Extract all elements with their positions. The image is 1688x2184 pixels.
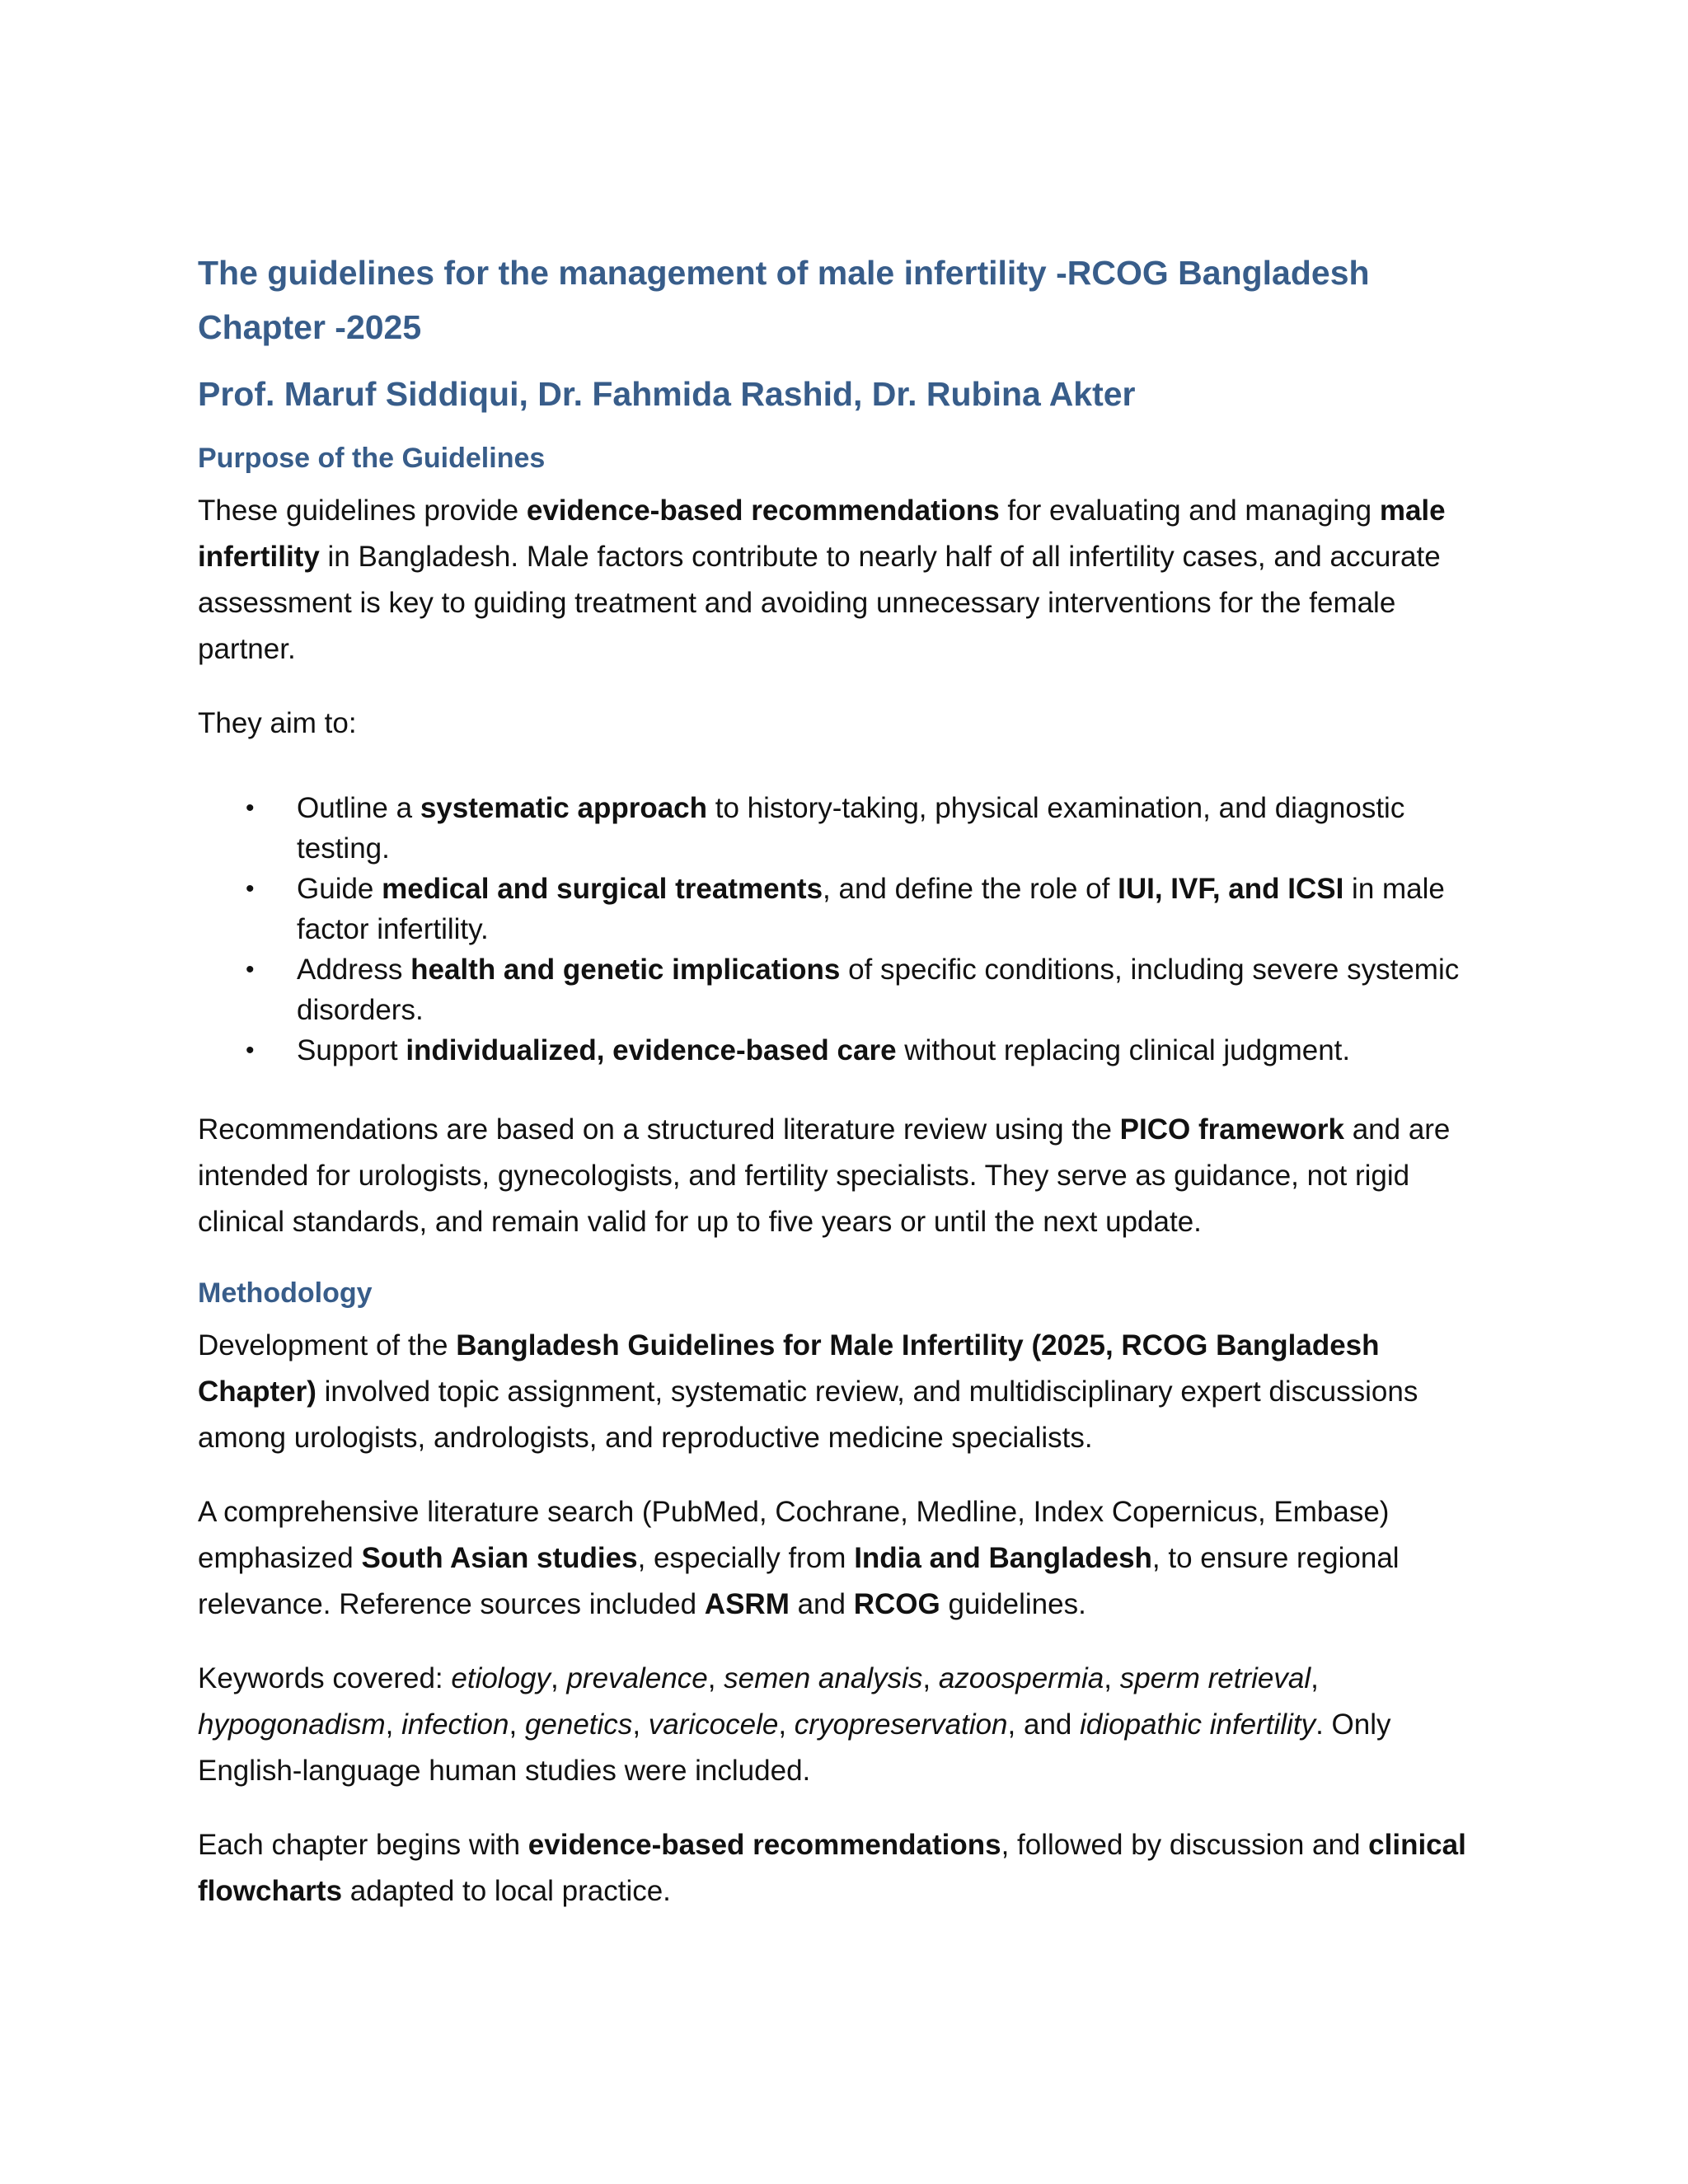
bold-run: evidence-based recommendations — [526, 494, 1000, 527]
bold-run: India and Bangladesh — [854, 1542, 1152, 1574]
separator: , and — [1007, 1708, 1081, 1741]
text-run: , especially from — [637, 1542, 855, 1574]
text-run: Development of the — [198, 1329, 457, 1361]
bold-run: ASRM — [704, 1588, 790, 1620]
bold-run: IUI, IVF, and ICSI — [1118, 873, 1344, 905]
bold-run: clinical flowcharts — [198, 1829, 1466, 1907]
document-title: The guidelines for the management of male infertility -RCOG Bangladesh Chapter -2025 — [198, 254, 1370, 346]
aims-list — [198, 788, 1492, 1071]
text-run: adapted to local practice. — [342, 1875, 671, 1907]
keyword: cryopreservation — [794, 1708, 1008, 1741]
text-run: , and define the role of — [823, 873, 1118, 905]
bold-run: health and genetic implications — [410, 954, 841, 986]
methodology-heading: Methodology — [198, 1277, 373, 1309]
text-run: . Only English-language human studies were included. — [198, 1708, 1391, 1787]
text-run: Support — [297, 1034, 406, 1066]
text-run: guidelines. — [940, 1588, 1086, 1620]
separator: , — [632, 1708, 649, 1741]
keyword: sperm retrieval — [1119, 1662, 1311, 1694]
text-run: to history-taking, physical examination, and diagnostic testing. — [297, 792, 1405, 865]
text-run: These guidelines provide — [198, 494, 527, 527]
bold-run: individualized, evidence-based care — [406, 1034, 897, 1066]
document-authors: Prof. Maruf Siddiqui, Dr. Fahmida Rashid, Dr. Rubina Akter — [198, 375, 1136, 413]
text-run: A comprehensive literature search (PubMed, Cochrane, Medline, Index Copernicus, Embase) emphasized — [198, 1496, 1390, 1574]
bold-run: Bangladesh Guidelines for Male Infertility (2025, RCOG Bangladesh Chapter) — [198, 1329, 1380, 1408]
text-run: Recommendations are based on a structured literature review using the — [198, 1113, 1120, 1146]
text-run: without replacing clinical judgment. — [896, 1034, 1351, 1066]
keyword: etiology — [451, 1662, 551, 1694]
bullet-icon: • — [246, 875, 255, 902]
keyword: semen analysis — [724, 1662, 923, 1694]
text-run: in male factor infertility. — [297, 873, 1445, 945]
separator: , — [707, 1662, 724, 1694]
keyword: azoospermia — [938, 1662, 1104, 1694]
text-run: and are intended for urologists, gynecologists, and fertility specialists. They serve as guidance, not rigid clinical standards, and remain valid for up to five years or until the next update. — [198, 1113, 1451, 1238]
bold-run: systematic approach — [420, 792, 708, 824]
bold-run: evidence-based recommendations — [528, 1829, 1001, 1861]
bold-run: medical and surgical treatments — [382, 873, 823, 905]
text-run: in Bangladesh. Male factors contribute to nearly half of all infertility cases, and accurate assessment is key to guiding treatment and avoiding unnecessary interventions for the female partner. — [198, 541, 1441, 665]
keyword: varicocele — [648, 1708, 779, 1741]
separator: , — [551, 1662, 567, 1694]
text-run: Outline a — [297, 792, 420, 824]
text-run: of specific conditions, including severe systemic disorders. — [297, 954, 1460, 1026]
bullet-icon: • — [246, 794, 255, 822]
list-item — [198, 949, 1492, 1030]
bold-run: South Asian studies — [361, 1542, 638, 1574]
text-run: Guide — [297, 873, 382, 905]
text-run: Each chapter begins with — [198, 1829, 528, 1861]
text-run: Address — [297, 954, 411, 986]
document-page — [198, 246, 1492, 1943]
text-run: , followed by discussion and — [1001, 1829, 1369, 1861]
bold-run: RCOG — [853, 1588, 940, 1620]
methodology-paragraph-4 — [198, 1822, 1492, 1915]
keyword: prevalence — [566, 1662, 708, 1694]
separator: , — [922, 1662, 939, 1694]
list-item — [198, 869, 1492, 949]
bullet-icon: • — [246, 956, 255, 983]
text-run: involved topic assignment, systematic review, and multidisciplinary expert discussions among urologists, andrologists, and reproductive medicine specialists. — [198, 1376, 1418, 1454]
purpose-paragraph-2 — [198, 1107, 1492, 1245]
bold-run: PICO framework — [1119, 1113, 1344, 1146]
separator: , — [385, 1708, 402, 1741]
keyword: infection — [401, 1708, 509, 1741]
list-item — [198, 1030, 1492, 1071]
keyword: genetics — [524, 1708, 633, 1741]
separator: , — [1311, 1662, 1319, 1694]
separator: , — [509, 1708, 525, 1741]
keyword: idiopathic infertility — [1080, 1708, 1316, 1741]
separator: , — [1104, 1662, 1120, 1694]
purpose-paragraph-1 — [198, 488, 1492, 673]
methodology-paragraph-3 — [198, 1656, 1492, 1794]
list-item — [198, 788, 1492, 869]
methodology-paragraph-2 — [198, 1489, 1492, 1628]
bullet-icon: • — [246, 1037, 255, 1064]
text-run: Keywords covered: — [198, 1662, 452, 1694]
methodology-paragraph-1 — [198, 1323, 1492, 1461]
bold-run: male infertility — [198, 494, 1446, 573]
purpose-heading: Purpose of the Guidelines — [198, 443, 546, 474]
text-run: , to ensure regional relevance. Reference sources included — [198, 1542, 1400, 1620]
text-run: for evaluating and managing — [999, 494, 1380, 527]
separator: , — [778, 1708, 795, 1741]
aim-intro: They aim to: — [198, 707, 357, 739]
text-run: and — [789, 1588, 854, 1620]
keyword: hypogonadism — [198, 1708, 386, 1741]
